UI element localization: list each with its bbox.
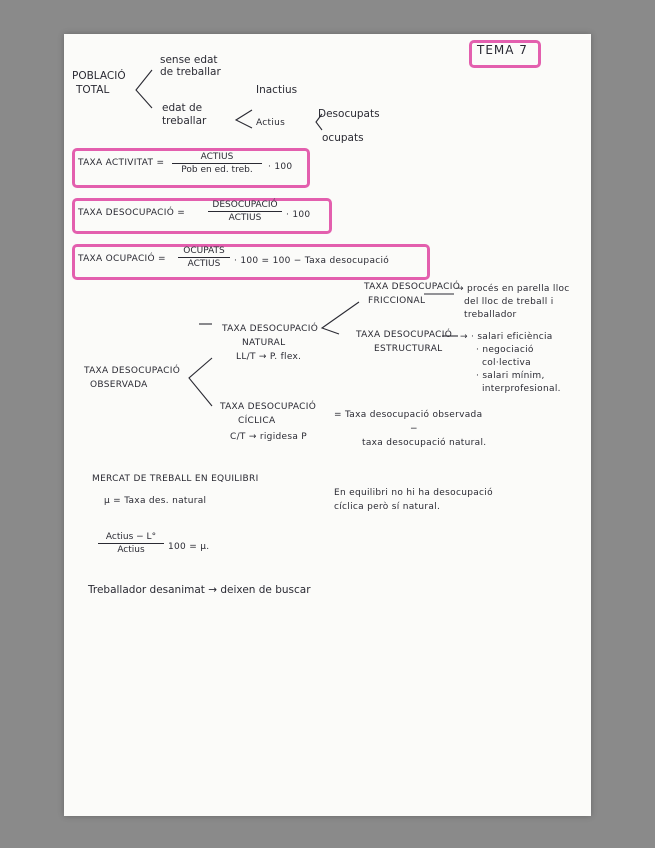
equilibri-note-l1: En equilibri no hi ha desocupació (334, 488, 493, 498)
notebook-page (64, 34, 591, 816)
equilibri-frac-num: Actius − L° (98, 532, 164, 544)
taxa-desocupacio-label: TAXA DESOCUPACIÓ = (78, 208, 186, 218)
edat-treballar-l2: treballar (162, 115, 207, 127)
equilibri-frac-den: Actius (117, 545, 145, 555)
estructural-note-l1: → · salari eficiència (460, 332, 553, 342)
taxa-activitat-num: ACTIUS (172, 152, 262, 164)
taxa-activitat-tail: · 100 (268, 162, 293, 172)
taxa-ocupacio-den: ACTIUS (187, 259, 221, 269)
taxa-ocupacio-fraction (178, 246, 230, 269)
ciclica-eq-l2: taxa desocupació natural. (362, 438, 487, 448)
equilibri-mu: μ = Taxa des. natural (104, 496, 207, 506)
natural-l1: TAXA DESOCUPACIÓ (222, 324, 319, 334)
ciclica-eq-l1: = Taxa desocupació observada (334, 410, 483, 420)
edat-treballar-l1: edat de (162, 102, 203, 114)
poblacio-total-l1: POBLACIÓ (72, 70, 126, 82)
equilibri-note-l2: cíclica però sí natural. (334, 502, 441, 512)
equilibri-title: MERCAT DE TREBALL EN EQUILIBRI (92, 474, 259, 484)
brace-natural (322, 302, 359, 334)
estructural-note-l3: col·lectiva (482, 358, 531, 368)
observada-l2: OBSERVADA (90, 380, 148, 390)
taxa-activitat-label: TAXA ACTIVITAT = (78, 158, 165, 168)
taxa-ocupacio-tail: · 100 = 100 − Taxa desocupació (234, 256, 390, 266)
friccional-note-l2: del lloc de treball i (464, 297, 554, 307)
treballador-desanimat: Treballador desanimat → deixen de buscar (88, 584, 311, 596)
friccional-l1: TAXA DESOCUPACIÓ (364, 282, 461, 292)
friccional-l2: FRICCIONAL (368, 296, 426, 306)
taxa-desocupacio-tail: · 100 (286, 210, 311, 220)
actius-label: Actius (256, 118, 286, 128)
friccional-note-l3: treballador (464, 310, 517, 320)
brace-poblacio (136, 70, 152, 108)
equilibri-frac-tail: 100 = μ. (168, 542, 210, 552)
tema-label: TEMA 7 (477, 43, 528, 57)
equilibri-fraction (98, 532, 164, 555)
taxa-desocupacio-fraction (208, 200, 282, 223)
ciclica-l1: TAXA DESOCUPACIÓ (220, 402, 317, 412)
natural-l3: LL/T → P. flex. (236, 352, 302, 362)
taxa-desocupacio-den: ACTIUS (228, 213, 262, 223)
sense-edat-l2: de treballar (160, 66, 221, 78)
observada-l1: TAXA DESOCUPACIÓ (84, 366, 181, 376)
taxa-desocupacio-num: DESOCUPACIÓ (208, 200, 282, 212)
inactius-label: Inactius (256, 84, 298, 96)
desocupats-label: Desocupats (318, 108, 380, 120)
brace-edat (236, 110, 252, 128)
poblacio-total-l2: TOTAL (76, 84, 110, 96)
estructural-l1: TAXA DESOCUPACIÓ (356, 330, 453, 340)
brace-observada (189, 358, 212, 406)
ciclica-l2: CÍCLICA (238, 416, 276, 426)
natural-l2: NATURAL (242, 338, 286, 348)
friccional-note-l1: → procés en parella lloc (456, 284, 570, 294)
estructural-note-l2: · negociació (476, 345, 534, 355)
ciclica-eq-minus: − (410, 424, 418, 434)
taxa-ocupacio-label: TAXA OCUPACIÓ = (78, 254, 166, 264)
sense-edat-l1: sense edat (160, 54, 218, 66)
taxa-activitat-den: Pob en ed. treb. (181, 165, 253, 175)
estructural-note-l4: · salari mínim, (476, 371, 545, 381)
ocupats-label: ocupats (322, 132, 364, 144)
estructural-note-l5: interprofesional. (482, 384, 561, 394)
taxa-ocupacio-num: OCUPATS (178, 246, 230, 258)
taxa-activitat-fraction (172, 152, 262, 175)
ciclica-l3: C/T → rigidesa P (230, 432, 308, 442)
estructural-l2: ESTRUCTURAL (374, 344, 443, 354)
